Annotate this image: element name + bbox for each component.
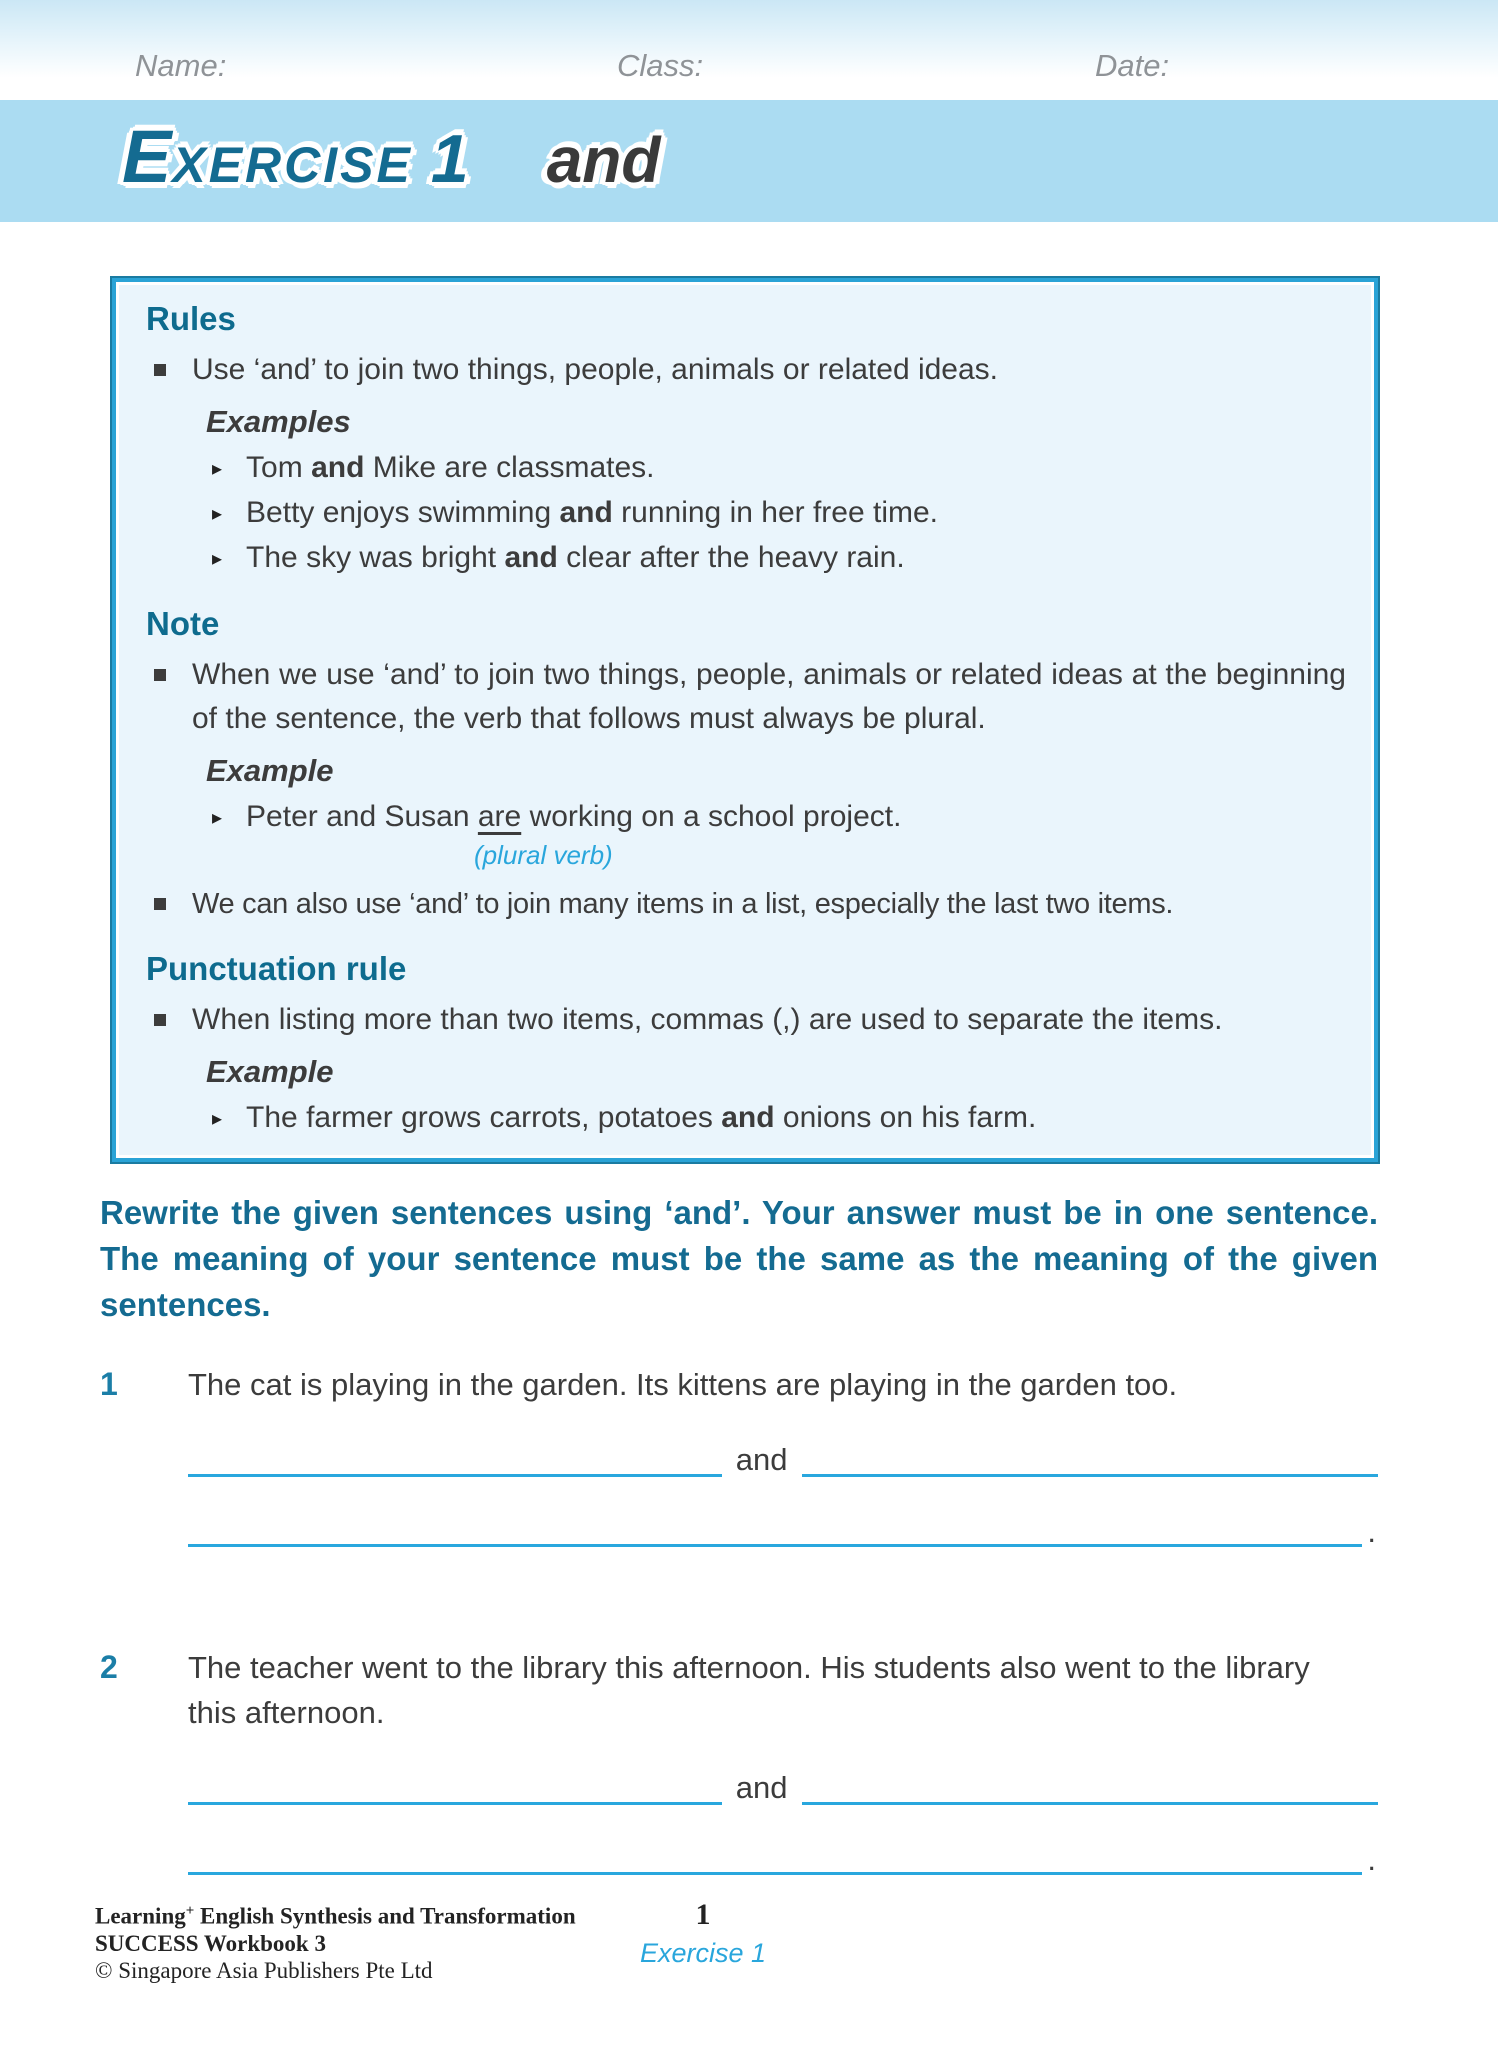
punctuation-bullet-row	[144, 998, 1346, 1042]
topic-title: and	[546, 124, 661, 196]
banner-title	[122, 114, 660, 199]
example-text-bold: and	[504, 541, 558, 574]
exercise-title-number: 1	[430, 121, 469, 197]
punct-example-bold: and	[721, 1101, 775, 1134]
example-item	[144, 491, 1346, 536]
page-number: 1	[695, 1898, 711, 1931]
answer-blank-right[interactable]	[802, 1474, 1378, 1477]
example-item	[144, 446, 1346, 491]
answer-and-row	[188, 1435, 1378, 1477]
example-marker-icon: ▸	[212, 503, 223, 525]
answer-blank-full[interactable]	[188, 1544, 1362, 1547]
bullet-square-icon	[154, 669, 166, 681]
footer-series-main: Learning	[95, 1903, 186, 1929]
example-marker-icon: ▸	[212, 1108, 223, 1130]
punctuation-bullet-text: When listing more than two items, commas (,) are used to separate the items.	[192, 1003, 1223, 1036]
bullet-square-icon	[154, 1014, 166, 1026]
note-example-underlined: are	[477, 800, 522, 833]
note-example-item	[144, 795, 1346, 840]
note-example-post: working on a school project.	[521, 800, 902, 833]
exercise-banner	[0, 100, 1498, 222]
example-text	[246, 491, 938, 535]
rule-bullet-row	[144, 348, 1346, 392]
and-connector: and	[735, 1770, 788, 1805]
example-text-post: running in her free time.	[612, 496, 938, 529]
note-example-text	[246, 795, 901, 839]
question-text: The teacher went to the library this afternoon. His students also went to the library this afternoon.	[188, 1650, 1310, 1730]
name-label: Name:	[135, 48, 227, 83]
example-heading: Example	[206, 753, 334, 788]
exercise-title-initial: E	[122, 115, 173, 198]
plural-verb-caption: (plural verb)	[474, 840, 613, 870]
example-marker-icon: ▸	[212, 548, 223, 570]
note-example-pre: Peter and Susan	[246, 800, 478, 833]
and-connector: and	[735, 1442, 788, 1477]
footer-series-line	[95, 1898, 576, 1930]
instructions: Rewrite the given sentences using ‘and’. Your answer must be in one sentence. The meaning of your sentence must be the same as the meaning of the given sentences.	[100, 1194, 1378, 1323]
class-label: Class:	[617, 48, 704, 83]
punct-example-text	[246, 1096, 1036, 1140]
example-text-bold: and	[559, 496, 613, 529]
question-2-answers	[188, 1763, 1378, 1875]
question-1-answers	[188, 1435, 1378, 1547]
note-bullet-2-row	[144, 882, 1346, 926]
note-bullet-text: When we use ‘and’ to join two things, people, animals or related ideas at the beginning of the sentence, the verb that follows must always be plural.	[192, 658, 1346, 735]
example-text-pre: Tom	[246, 451, 312, 484]
footer-series-rest: English Synthesis and Transformation	[194, 1903, 576, 1929]
question-1-row	[100, 1362, 1378, 1407]
footer-series-sup: +	[185, 1903, 195, 1919]
example-text-post: clear after the heavy rain.	[557, 541, 905, 574]
punct-example-pre: The farmer grows carrots, potatoes	[246, 1101, 722, 1134]
question-2-row	[100, 1645, 1378, 1735]
page-top-gradient	[0, 0, 1498, 100]
example-text-pre: The sky was bright	[246, 541, 505, 574]
answer-and-row	[188, 1763, 1378, 1805]
answer-blank-right[interactable]	[802, 1802, 1378, 1805]
answer-blank-left[interactable]	[188, 1802, 722, 1805]
note-bullet-2-text: We can also use ‘and’ to join many items in a list, especially the last two items.	[192, 888, 1174, 920]
rule-bullet-text: Use ‘and’ to join two things, people, animals or related ideas.	[192, 353, 999, 386]
answer-full-row	[188, 1835, 1378, 1875]
footer-publisher-block	[95, 1898, 576, 1984]
note-bullet-row	[144, 653, 1346, 741]
example-marker-icon: ▸	[212, 458, 223, 480]
bullet-square-icon	[154, 898, 166, 910]
punct-example-item	[144, 1096, 1346, 1141]
rules-box	[112, 278, 1378, 1162]
question-2	[100, 1645, 1378, 1875]
rules-heading: Rules	[146, 300, 236, 337]
example-text-bold: and	[311, 451, 365, 484]
example-text-pre: Betty enjoys swimming	[246, 496, 560, 529]
answer-blank-left[interactable]	[188, 1474, 722, 1477]
examples-heading: Examples	[206, 404, 351, 439]
question-text: The cat is playing in the garden. Its kittens are playing in the garden too.	[188, 1367, 1178, 1402]
period-mark: .	[1367, 1842, 1376, 1877]
example-marker-icon: ▸	[212, 807, 223, 829]
exercise-title-rest: XERCISE	[172, 137, 413, 193]
period-mark: .	[1367, 1514, 1376, 1549]
footer-copyright-line: © Singapore Asia Publishers Pte Ltd	[95, 1957, 433, 1983]
example-item	[144, 536, 1346, 581]
punct-example-heading: Example	[206, 1054, 334, 1089]
footer-page-block	[628, 1898, 778, 1969]
note-heading: Note	[146, 605, 220, 642]
question-number: 1	[100, 1366, 118, 1402]
punctuation-heading: Punctuation rule	[146, 950, 407, 987]
date-label: Date:	[1095, 48, 1170, 83]
footer-exercise-label: Exercise 1	[639, 1938, 767, 1968]
answer-full-row	[188, 1507, 1378, 1547]
example-text-post: Mike are classmates.	[364, 451, 655, 484]
bullet-square-icon	[154, 364, 166, 376]
example-text	[246, 536, 905, 580]
question-1	[100, 1362, 1378, 1547]
question-number: 2	[100, 1649, 118, 1685]
punct-example-post: onions on his farm.	[774, 1101, 1037, 1134]
footer-workbook-line: SUCCESS Workbook 3	[95, 1930, 326, 1956]
answer-blank-full[interactable]	[188, 1872, 1362, 1875]
example-text	[246, 446, 654, 490]
